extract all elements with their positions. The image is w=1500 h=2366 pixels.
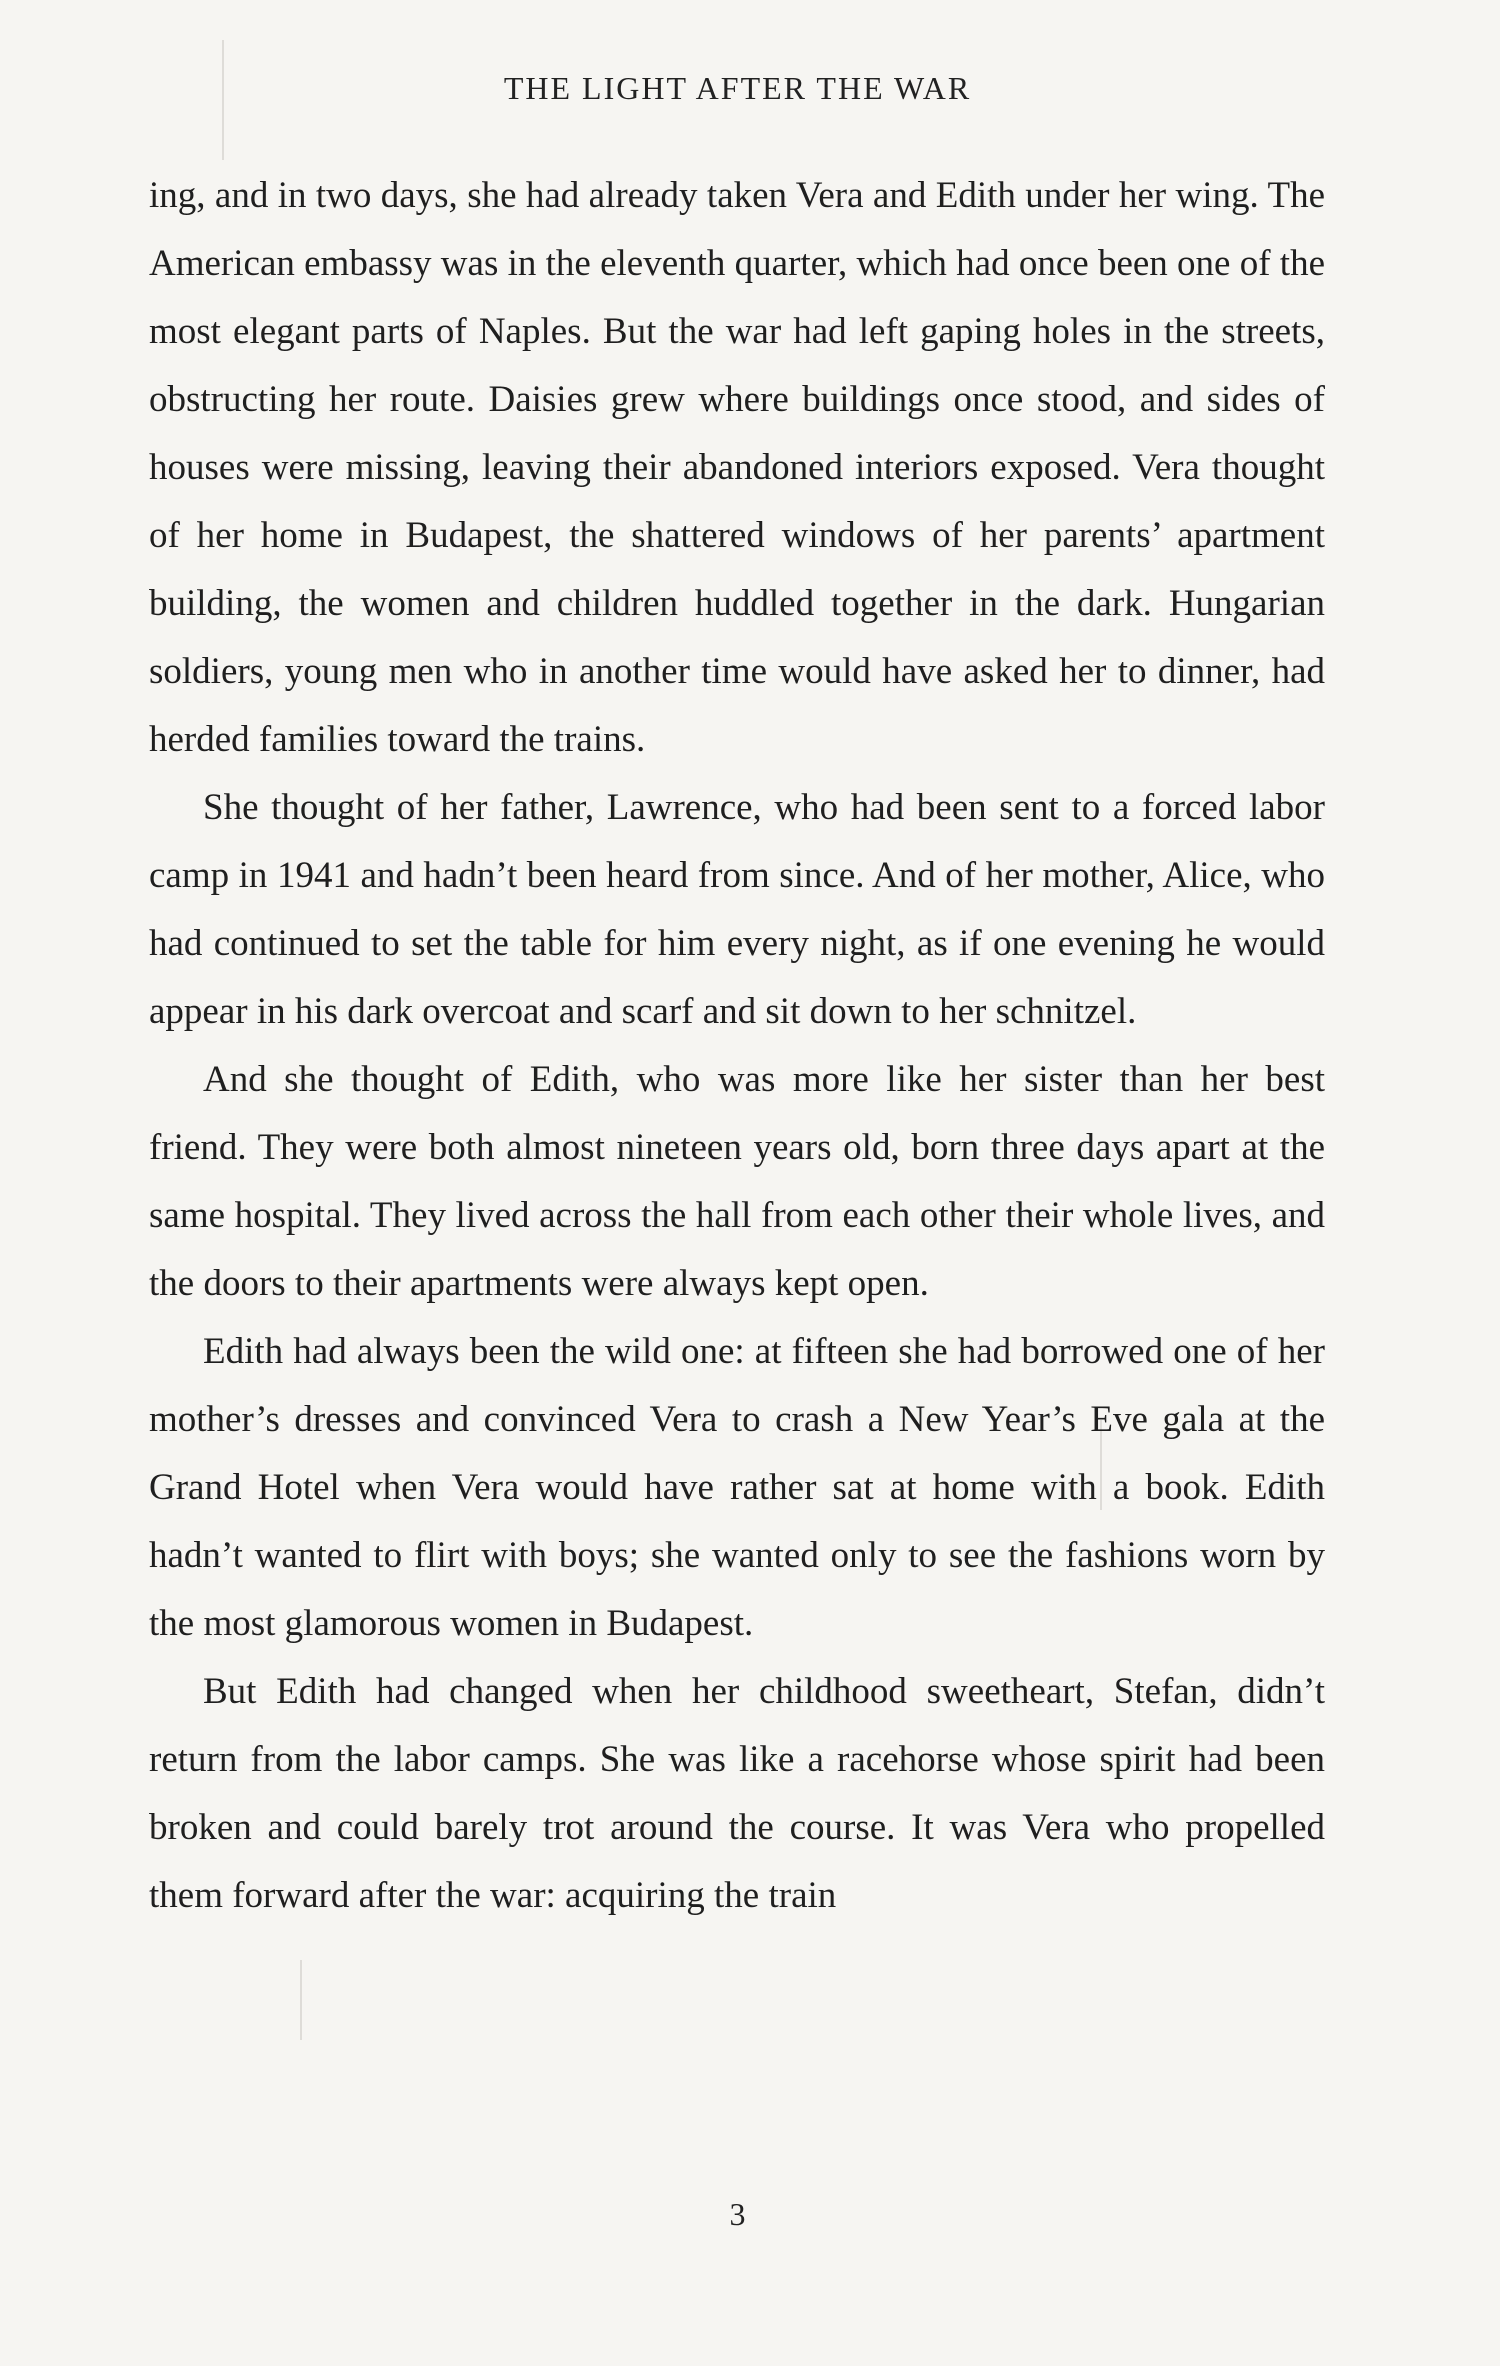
paragraph: She thought of her father, Lawrence, who had been sent to a forced labor camp in 1941 and hadn’t been heard from since. And of her mother, Alice, who had continued to set the table for him every night, as if one evening he would appear in his dark overcoat and scarf and sit down to her schnitzel. [149, 787, 1325, 1032]
paragraph: Edith had always been the wild one: at fifteen she had borrowed one of her mother’s dresses and convinced Vera to crash a New Year’s Eve gala at the Grand Hotel when Vera would have rather sat at home with a book. Edith hadn’t wanted to flirt with boys; she wanted only to see the fashions worn by the most glamorous women in Budapest. [149, 1331, 1325, 1644]
body-text [149, 162, 1325, 1930]
paragraph: ing, and in two days, she had already taken Vera and Edith under her wing. The American embassy was in the eleventh quarter, which had once been one of the most elegant parts of Naples. But the war had left gaping holes in the streets, obstructing her route. Daisies grew where buildings once stood, and sides of houses were missing, leaving their abandoned interiors exposed. Vera thought of her home in Budapest, the shattered windows of her parents’ apartment building, the women and children huddled together in the dark. Hungarian soldiers, young men who in another time would have asked her to dinner, had herded families toward the trains. [149, 175, 1325, 760]
scan-artifact-line [300, 1960, 302, 2040]
paragraph: But Edith had changed when her childhood sweetheart, Stefan, didn’t return from the labor camps. She was like a racehorse whose spirit had been broken and could barely trot around the course. It was Vera who propelled them forward after the war: acquiring the train [149, 1671, 1325, 1916]
running-head-title: THE LIGHT AFTER THE WAR [503, 70, 972, 106]
page-number: 3 [729, 2196, 746, 2232]
paragraph: And she thought of Edith, who was more like her sister than her best friend. They were both almost nineteen years old, born three days apart at the same hospital. They lived across the hall from each other their whole lives, and the doors to their apartments were always kept open. [149, 1059, 1325, 1304]
